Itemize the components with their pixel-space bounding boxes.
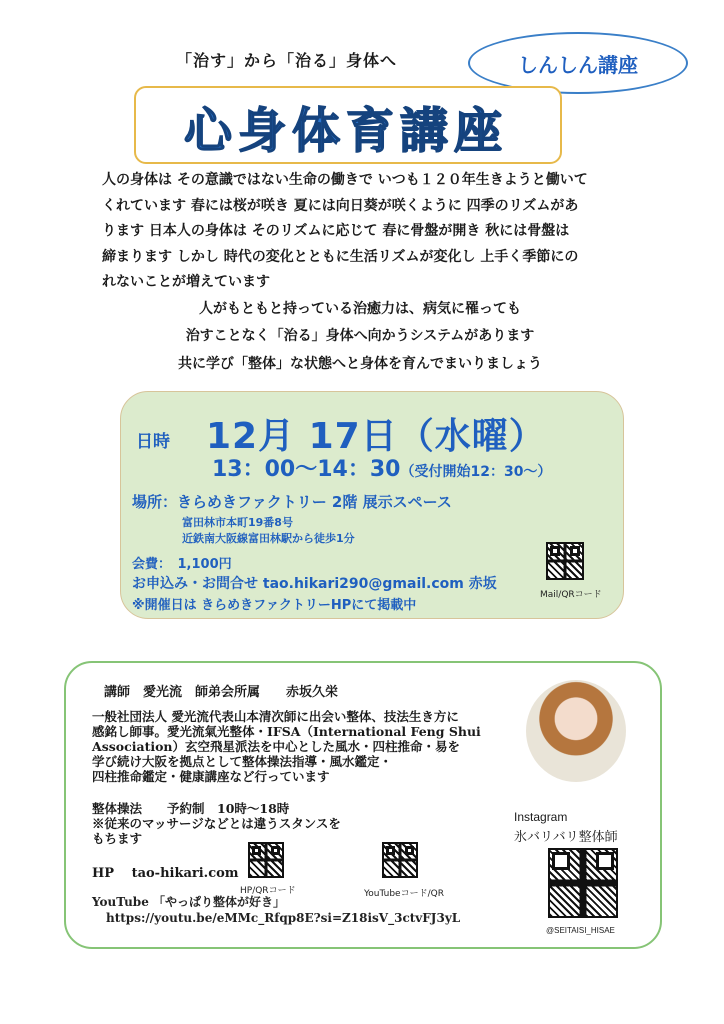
youtube-qr-label: YouTubeコード/QR <box>364 889 444 899</box>
event-fee: 会費： 1,100円 <box>132 557 232 572</box>
intro-line: 人の身体は その意識ではない生命の働きで いつも１２０年生きようと働いて <box>102 172 588 188</box>
homepage-link[interactable]: HP tao-hikari.com <box>92 866 239 881</box>
mail-qr-code[interactable] <box>546 542 584 580</box>
page-title: 心身体育講座 <box>183 103 508 159</box>
hp-qr-label: HP/QRコード <box>240 886 296 896</box>
contact-email[interactable]: お申込み・お問合せ tao.hikari290@gmail.com 赤坂 <box>132 576 497 592</box>
bio-line: Association）玄空飛星派法を中心とした風水・四柱推命・易を <box>92 739 461 754</box>
youtube-info <box>92 894 460 926</box>
bio-line: 一般社団法人 愛光流代表山本清次師に出会い整体、技法生き方に <box>92 709 459 724</box>
youtube-title: YouTube 「やっぱり整体が好き」 <box>92 895 286 909</box>
intro-line: ります 日本人の身体は そのリズムに応じて 春に骨盤が開き 秋には骨盤は <box>102 223 570 239</box>
message-line: 治すことなく「治る」身体へ向かうシステムがあります <box>185 328 535 344</box>
instagram-name: 氷バリバリ整体師 <box>514 830 618 845</box>
mail-qr-label: Mail/QRコード <box>540 590 602 600</box>
bio-line: 四柱推命鑑定・健康講座など行っています <box>92 769 330 784</box>
instagram-label: Instagram <box>514 810 568 824</box>
hours-line: 整体操法 予約制 10時～18時 <box>92 801 290 816</box>
message-line: 人がもともと持っている治癒力は、病気に罹っても <box>199 301 521 317</box>
instagram-qr-code[interactable] <box>548 848 618 918</box>
intro-line: れないことが増えています <box>102 274 270 290</box>
event-place: 場所：きらめきファクトリー 2階 展示スペース <box>132 493 452 511</box>
event-access: 近鉄南大阪線富田林駅から徒歩1分 <box>182 532 355 545</box>
instructor-photo <box>526 680 626 782</box>
reception-time: （受付開始12：30～） <box>400 464 552 480</box>
instructor-bio <box>92 709 512 784</box>
instructor-name: 講師 愛光流 師弟会所属 赤坂久栄 <box>104 685 339 700</box>
message-line: 共に学び「整体」な状態へと身体を育んでまいりましょう <box>178 356 542 372</box>
event-date: 12月 17日（水曜） <box>206 416 546 457</box>
event-time <box>212 452 551 483</box>
date-label: 日時 <box>136 432 170 452</box>
intro-text <box>102 168 622 296</box>
course-badge: しんしん講座 <box>468 32 688 94</box>
bio-line: 学び続け大阪を拠点として整体操法指導・風水鑑定・ <box>92 754 393 769</box>
time-range: 13：00～14：30 <box>212 457 401 482</box>
service-hours <box>92 801 341 846</box>
event-note: ※開催日は きらめきファクトリーHPにて掲載中 <box>132 598 417 613</box>
hp-qr-code[interactable] <box>248 842 284 878</box>
youtube-qr-code[interactable] <box>382 842 418 878</box>
youtube-link[interactable]: https://youtu.be/eMMc_Rfqp8E?si=Z18isV_3ctvFJ3yL <box>106 911 461 925</box>
hours-line: ※従来のマッサージなどとは違うスタンスを <box>92 816 341 831</box>
intro-line: 締まります しかし 時代の変化とともに生活リズムが変化し 上手く季節にの <box>102 248 579 265</box>
bio-line: 感銘し師事。愛光流氣光整体・IFSA（International Feng Shui <box>92 724 481 739</box>
tagline: 「治す」から「治る」身体へ <box>176 51 398 70</box>
instagram-handle[interactable]: @SEITAISI_HISAE <box>546 926 615 935</box>
intro-line: くれています 春には桜が咲き 夏には向日葵が咲くように 四季のリズムがあ <box>102 197 579 214</box>
event-address: 富田林市本町19番8号 <box>182 516 293 529</box>
hours-line: もちます <box>92 831 143 846</box>
